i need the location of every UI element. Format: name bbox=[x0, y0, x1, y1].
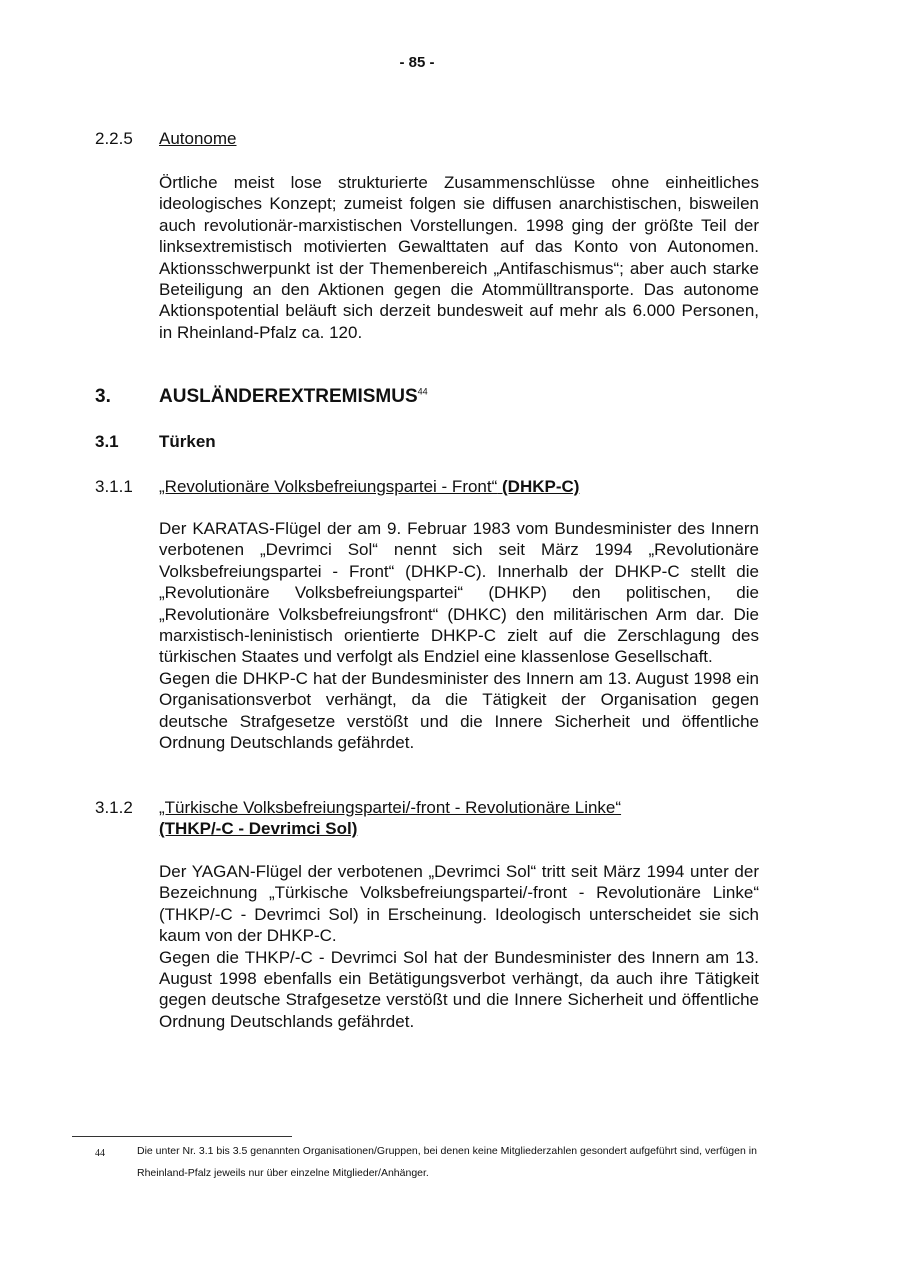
footnote-divider bbox=[72, 1136, 292, 1137]
paragraph: Örtliche meist lose strukturierte Zusammenschlüsse ohne einheitliches ideologisches Konzept; zumeist folgen sie diffusen anarchistischen, bisweilen auch revolutionär-marxistischen Vorstellungen. 1998 ging der größte Teil der linksextremistisch motivierten Gewalttaten auf das Konto von Autonomen. Aktionsschwerpunkt ist der Themenbereich „Antifaschismus“; aber auch starke Beteiligung an den Aktionen gegen die Atommülltransporte. Das autonome Aktionspotential beläuft sich derzeit bundesweit auf mehr als 6.000 Personen, in Rheinland-Pfalz ca. 120. bbox=[159, 173, 759, 342]
section-heading-3-1-2-line2 bbox=[159, 819, 357, 839]
paragraph: Der YAGAN-Flügel der verbotenen „Devrimci Sol“ tritt seit März 1994 unter der Bezeichnung „Türkische Volksbefreiungspartei/-front - Revolutionäre Linke“ (THKP/-C - Devrimci Sol) in Erscheinung. Ideologisch unterscheidet sie sich kaum von der DHKP-C. bbox=[159, 862, 759, 946]
section-title-acronym: (THKP/-C - Devrimci Sol) bbox=[159, 819, 358, 838]
page-number: - 85 - bbox=[399, 54, 435, 71]
paragraph: Gegen die DHKP-C hat der Bundesminister des Innern am 13. August 1998 ein Organisationsverbot verhängt, da die Tätigkeit der Organisation gegen deutsche Strafgesetze verstößt und die Innere Sicherheit und öffentliche Ordnung Deutschlands gefährdet. bbox=[159, 668, 759, 753]
footnote-reference: 44 bbox=[417, 386, 428, 397]
section-number: 3.1.1 bbox=[95, 477, 133, 496]
section-number: 3.1 bbox=[95, 432, 119, 451]
footnote-text: Die unter Nr. 3.1 bis 3.5 genannten Organisationen/Gruppen, bei denen keine Mitgliederzahlen gesondert aufgeführt sind, verfügen in Rheinland-Pfalz jeweils nur über einzelne Mitglieder/Anhänger. bbox=[137, 1145, 757, 1179]
section-title-acronym: (DHKP-C) bbox=[502, 477, 580, 496]
paragraph: Gegen die THKP/-C - Devrimci Sol hat der Bundesminister des Innern am 13. August 1998 ebenfalls ein Betätigungsverbot verhängt, da auch ihre Tätigkeit gegen deutsche Strafgesetze verstößt und die Innere Sicherheit und öffentliche Ordnung Deutschlands gefährdet. bbox=[159, 947, 759, 1031]
section-title: „Revolutionäre Volksbefreiungspartei - Front“ bbox=[159, 477, 498, 496]
section-number: 3.1.2 bbox=[95, 798, 133, 817]
footnote-number: 44 bbox=[95, 1148, 105, 1159]
chapter-number: 3. bbox=[95, 386, 111, 407]
section-title: „Türkische Volksbefreiungspartei/-front - Revolutionäre Linke“ bbox=[159, 798, 622, 817]
section-title: Türken bbox=[159, 432, 216, 451]
chapter-title: AUSLÄNDEREXTREMISMUS bbox=[159, 386, 418, 407]
section-body-3-1-1 bbox=[159, 518, 759, 753]
section-title: Autonome bbox=[159, 129, 237, 148]
paragraph: Der KARATAS-Flügel der am 9. Februar 1983 vom Bundesminister des Innern verbotenen „Devrimci Sol“ nennt sich seit März 1994 „Revolutionäre Volksbefreiungspartei - Front“ (DHKP-C). Innerhalb der DHKP-C stellt die „Revolutionäre Volksbefreiungspartei“ (DHKP) den politischen, die „Revolutionäre Volksbefreiungsfront“ (DHKC) den militärischen Arm dar. Die marxistisch-leninistisch orientierte DHKP-C zielt auf die Zerschlagung des türkischen Staates und verfolgt als Endziel eine klassenlose Gesellschaft. bbox=[159, 519, 759, 667]
section-body-3-1-2 bbox=[159, 861, 759, 1032]
section-number: 2.2.5 bbox=[95, 129, 133, 148]
section-body-2-2-5 bbox=[159, 172, 759, 343]
